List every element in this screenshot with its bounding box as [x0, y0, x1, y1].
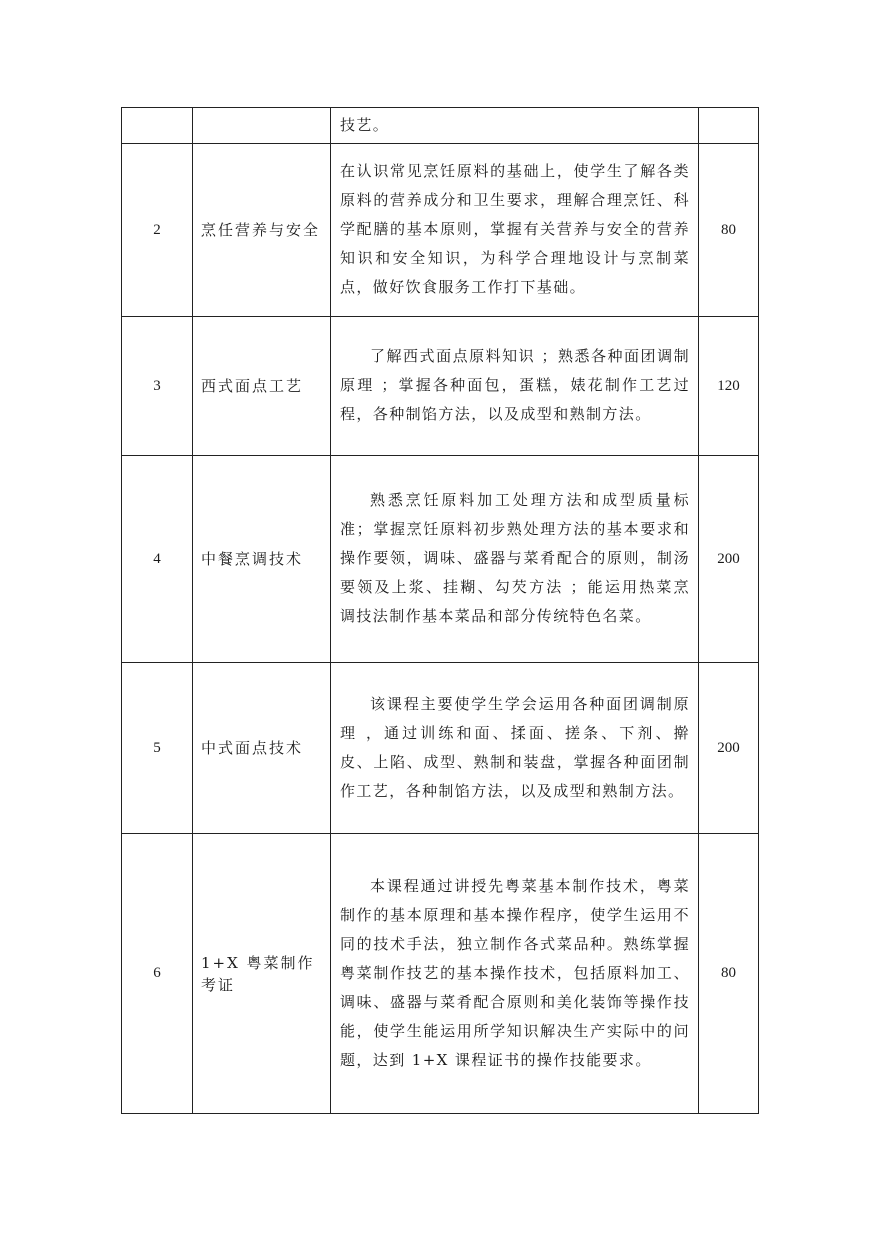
- course-hours: 200: [699, 663, 759, 834]
- table-row: [122, 144, 759, 317]
- course-hours: [699, 108, 759, 144]
- row-number: 3: [122, 317, 193, 456]
- course-description: 技艺。: [331, 108, 699, 144]
- course-name: 中式面点技术: [193, 663, 331, 834]
- course-description: 了解西式面点原料知识 ；熟悉各种面团调制原理 ；掌握各种面包，蛋糕，婊花制作工艺过程，各种制馅方法，以及成型和熟制方法。: [331, 317, 699, 456]
- course-hours: 80: [699, 834, 759, 1114]
- row-number: 5: [122, 663, 193, 834]
- course-description: 该课程主要使学生学会运用各种面团调制原理 ，通过训练和面、揉面、搓条、下剂、擀皮、上陷、成型、熟制和装盘，掌握各种面团制作工艺，各种制馅方法，以及成型和熟制方法。: [331, 663, 699, 834]
- course-description: 熟悉烹饪原料加工处理方法和成型质量标准；掌握烹饪原料初步熟处理方法的基本要求和操作要领，调味、盛器与菜肴配合的原则，制汤要领及上浆、挂糊、勾芡方法 ；能运用热菜烹调技法制作基本菜品和部分传统特色名菜。: [331, 456, 699, 663]
- table-row: [122, 317, 759, 456]
- course-name: [193, 108, 331, 144]
- course-table: [121, 107, 759, 1114]
- row-number: 6: [122, 834, 193, 1114]
- table-row: [122, 108, 759, 144]
- course-hours: 200: [699, 456, 759, 663]
- course-name: 1+X 粤菜制作考证: [193, 834, 331, 1114]
- course-description: 在认识常见烹饪原料的基础上，使学生了解各类原料的营养成分和卫生要求，理解合理烹饪、科学配膳的基本原则，掌握有关营养与安全的营养知识和安全知识，为科学合理地设计与烹制菜点，做好饮食服务工作打下基础。: [331, 144, 699, 317]
- course-name: 烹任营养与安全: [193, 144, 331, 317]
- row-number: 4: [122, 456, 193, 663]
- table-row: [122, 663, 759, 834]
- row-number: [122, 108, 193, 144]
- course-hours: 80: [699, 144, 759, 317]
- row-number: 2: [122, 144, 193, 317]
- table-row: [122, 834, 759, 1114]
- course-name: 中餐烹调技术: [193, 456, 331, 663]
- course-name: 西式面点工艺: [193, 317, 331, 456]
- course-description: 本课程通过讲授先粤菜基本制作技术，粤菜制作的基本原理和基本操作程序，使学生运用不同的技术手法，独立制作各式菜品种。熟练掌握粤菜制作技艺的基本操作技术，包括原料加工、调味、盛器与菜肴配合原则和美化装饰等操作技能，使学生能运用所学知识解决生产实际中的问题，达到 1+X 课程证书的操作技能要求。: [331, 834, 699, 1114]
- table-row: [122, 456, 759, 663]
- course-hours: 120: [699, 317, 759, 456]
